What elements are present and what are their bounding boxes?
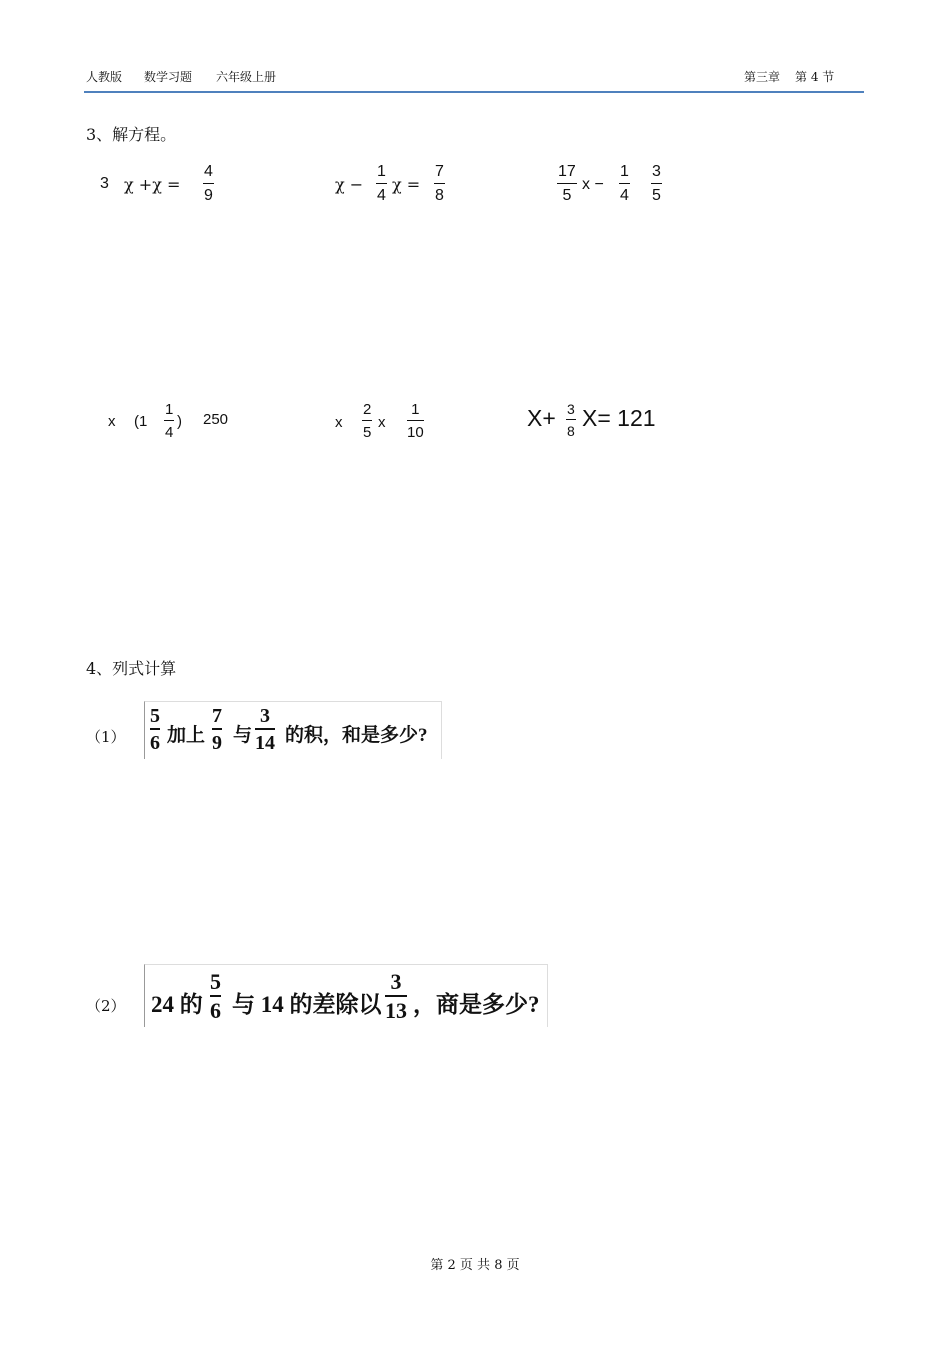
p1-fraction-3: 3 14 [255, 705, 275, 754]
section4-title: 4、列式计算 [86, 659, 177, 678]
eq5-fraction-2: 1 10 [407, 401, 424, 441]
eq4-open: (1 [134, 413, 148, 430]
eq2-mid: χ = [392, 175, 421, 194]
eq5-x: x [335, 414, 343, 431]
p2-fraction-1: 5 6 [210, 969, 221, 1023]
eq4-close: ) [177, 413, 182, 430]
eq4-x: x [108, 413, 116, 430]
eq3-mid: x − [582, 176, 604, 193]
header-subject: 数学习题 [144, 70, 193, 84]
p1-text-2: 与 [233, 725, 253, 746]
header-rule [84, 91, 864, 93]
eq3-fraction-1: 17 5 [558, 163, 576, 204]
p1-fraction-1: 5 6 [150, 705, 160, 754]
problem-1-label: （1） [86, 728, 126, 746]
section3-title: 3、解方程。 [86, 125, 177, 144]
p2-text-1: 24 的 [151, 992, 203, 1017]
header-chapter: 第三章 [744, 70, 781, 84]
eq1-coef: 3 [100, 175, 109, 192]
header-section: 第 4 节 [795, 70, 835, 84]
eq1-fraction [203, 164, 214, 204]
eq2-fraction-2: 7 8 [435, 163, 444, 204]
problem-1-box [144, 701, 442, 759]
header-grade: 六年级上册 [216, 70, 277, 84]
eq4-fraction: 1 4 [165, 401, 174, 441]
eq1-denominator: 9 [204, 187, 213, 204]
eq1-numerator: 4 [204, 163, 213, 180]
p2-text-2: 与 14 的差除以 [232, 992, 382, 1017]
eq2-fraction-1: 1 4 [377, 163, 386, 204]
p1-text-3: 的积，和是多少? [285, 725, 428, 746]
problem-2-label: （2） [86, 997, 126, 1015]
p2-text-3: ，商是多少? [413, 992, 540, 1017]
eq6-lhs: X+ [527, 405, 556, 431]
header-publisher: 人教版 [86, 70, 123, 84]
eq6-rhs: X= 121 [582, 405, 656, 431]
p2-fraction-2: 3 13 [385, 969, 407, 1023]
eq3-fraction-2: 1 4 [620, 163, 629, 204]
p1-text-1: 加上 [167, 725, 206, 746]
eq1-lhs: χ +χ = [124, 175, 181, 194]
eq2-lhs: χ − [335, 175, 364, 194]
eq4-rhs: 250 [203, 411, 229, 428]
eq3-fraction-3: 3 5 [652, 163, 661, 204]
p1-fraction-2: 7 9 [212, 705, 222, 754]
eq5-fraction-1: 2 5 [363, 401, 372, 441]
problem-2-box [144, 964, 548, 1027]
eq5-x2: x [378, 414, 386, 431]
page-footer: 第 2 页 共 8 页 [430, 1258, 520, 1273]
eq6-fraction: 3 8 [567, 401, 575, 439]
